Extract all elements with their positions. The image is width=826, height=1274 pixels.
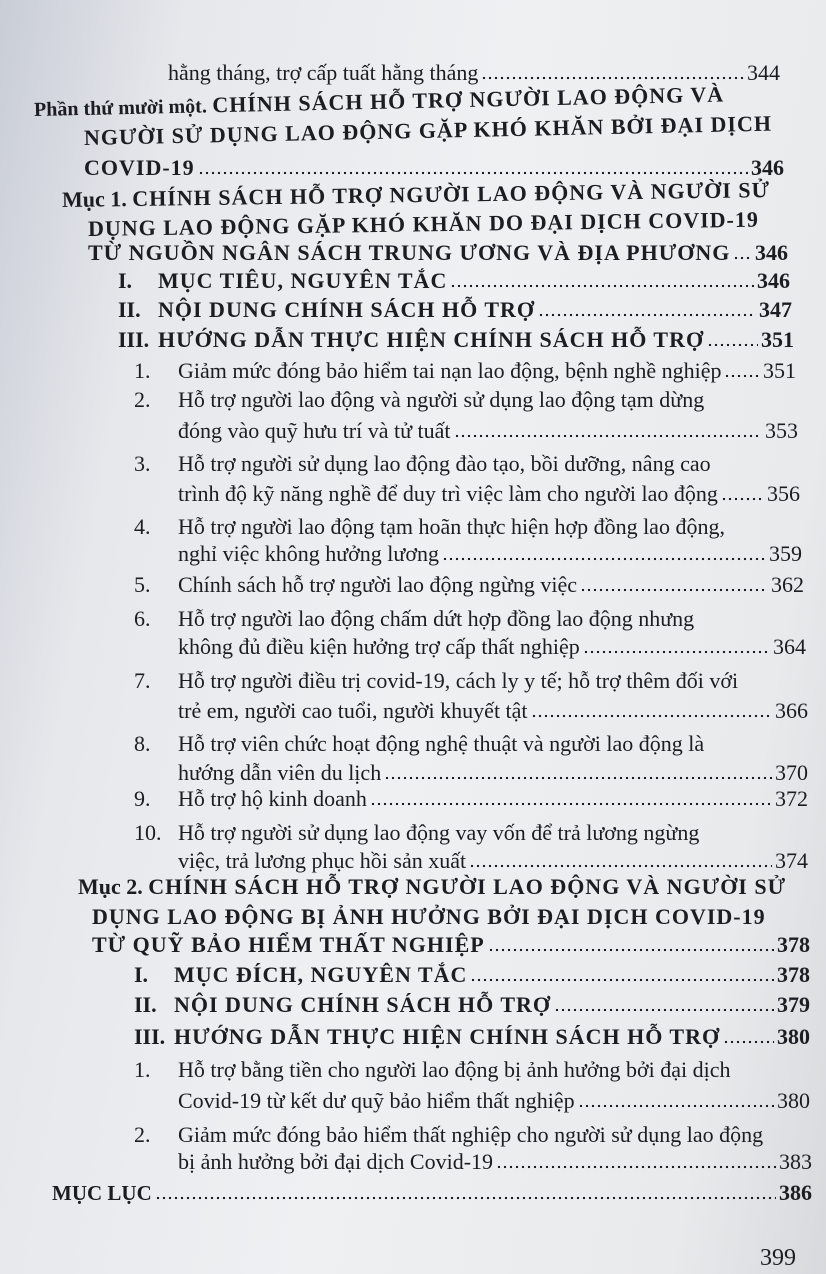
muc2-heading-line1 <box>78 874 786 900</box>
dot-leader <box>578 1104 774 1108</box>
section-title: HƯỚNG DẪN THỰC HIỆN CHÍNH SÁCH HỖ TRỢ <box>174 1024 721 1049</box>
muc2-item-1-line2 <box>178 1088 810 1114</box>
muc1-title-line3-entry <box>88 240 788 266</box>
item-text-cont: trẻ em, người cao tuổi, người khuyết tật <box>178 698 528 723</box>
dot-leader <box>724 374 760 378</box>
item-page: 356 <box>767 481 800 506</box>
dot-leader <box>707 343 758 347</box>
item-text-cont: việc, trả lương phục hồi sản xuất <box>178 848 467 873</box>
item-page: 374 <box>775 848 808 873</box>
item-text-cont: hướng dẫn viên du lịch <box>178 760 382 785</box>
muc1-item-4-line1 <box>134 514 725 540</box>
muc1-item-4-line2 <box>178 541 802 567</box>
item-num: 2. <box>134 1122 151 1147</box>
item-text: Hỗ trợ người lao động tạm hoãn thực hiện hợp đồng lao động, <box>178 514 725 539</box>
mucluc-page: 386 <box>779 1180 812 1205</box>
dot-leader <box>470 978 774 982</box>
muc1-item-3-line2 <box>178 481 800 507</box>
muc1-item-10-line2 <box>178 842 808 874</box>
muc2-item-2-line2 <box>178 1149 812 1175</box>
section-num: II. <box>134 992 157 1017</box>
muc1-item-2-line2 <box>178 418 798 444</box>
section-title: HƯỚNG DẪN THỰC HIỆN CHÍNH SÁCH HỖ TRỢ <box>158 327 705 352</box>
muc2-title-line3: TỪ QUỸ BẢO HIỂM THẤT NGHIỆP <box>92 932 485 957</box>
muc2-item-1-line1 <box>134 1057 730 1083</box>
item-num: 6. <box>134 606 151 631</box>
dot-leader <box>370 802 772 806</box>
muc1-section-1 <box>118 268 790 294</box>
dot-leader <box>723 1040 774 1044</box>
muc2-page: 378 <box>777 932 810 957</box>
dot-leader <box>442 557 766 561</box>
muc1-item-1 <box>134 358 796 384</box>
section-page: 346 <box>757 268 790 293</box>
item-text: Hỗ trợ người lao động và người sử dụng lao động tạm dừng <box>178 387 705 412</box>
section-num: III. <box>118 327 150 352</box>
muc1-item-6-line2 <box>178 634 806 660</box>
item-text: Hỗ trợ hộ kinh doanh <box>178 786 367 811</box>
dot-leader <box>496 1165 776 1169</box>
part-title-line3-entry <box>84 155 784 181</box>
item-text-cont: đóng vào quỹ hưu trí và tử tuất <box>178 418 451 443</box>
dot-leader <box>583 650 770 654</box>
muc1-title-line3: TỪ NGUỒN NGÂN SÁCH TRUNG ƯƠNG VÀ ĐỊA PHƯƠNG <box>88 240 731 265</box>
muc1-label: Mục 1. <box>61 186 127 212</box>
muc2-section-1 <box>134 962 810 988</box>
section-num: I. <box>118 268 133 293</box>
muc1-item-8-line2 <box>178 752 808 786</box>
dot-leader <box>155 1196 776 1200</box>
item-page: 353 <box>765 418 798 443</box>
section-title: NỘI DUNG CHÍNH SÁCH HỖ TRỢ <box>158 297 536 322</box>
muc2-item-2-line1 <box>134 1122 763 1148</box>
section-page: 347 <box>759 297 792 322</box>
item-text: Hỗ trợ người điều trị covid-19, cách ly y tế; hỗ trợ thêm đối với <box>178 668 739 693</box>
section-page: 379 <box>777 992 810 1017</box>
dot-leader <box>488 948 774 952</box>
muc1-item-7-line2 <box>178 686 808 724</box>
section-page: 351 <box>761 327 794 352</box>
muc2-section-3 <box>134 1024 810 1050</box>
dot-leader <box>454 434 762 438</box>
muc2-title-line1: CHÍNH SÁCH HỖ TRỢ NGƯỜI LAO ĐỘNG VÀ NGƯỜI SỬ <box>148 874 787 899</box>
part-title-line2: NGƯỜI SỬ DỤNG LAO ĐỘNG GẶP KHÓ KHĂN BỞI ĐẠI DỊCH <box>83 110 773 150</box>
section-page: 380 <box>777 1024 810 1049</box>
dot-leader <box>198 171 748 175</box>
section-num: III. <box>134 1024 166 1049</box>
item-text: Hỗ trợ người sử dụng lao động đào tạo, bồi dưỡng, nâng cao <box>178 451 711 476</box>
entry-text: hằng tháng, trợ cấp tuất hằng tháng <box>168 60 479 85</box>
item-text-cont: bị ảnh hưởng bởi đại dịch Covid-19 <box>178 1149 494 1174</box>
dot-leader <box>538 313 756 317</box>
muc1-title-line1: CHÍNH SÁCH HỖ TRỢ NGƯỜI LAO ĐỘNG VÀ NGƯỜI SỬ <box>132 177 771 212</box>
dot-leader <box>481 76 744 80</box>
item-page: 359 <box>769 541 802 566</box>
dot-leader <box>580 588 768 592</box>
part-title-line3: COVID-19 <box>84 155 195 180</box>
item-text: Hỗ trợ viên chức hoạt động nghệ thuật và người lao động là <box>178 731 705 756</box>
dot-leader <box>384 776 772 780</box>
item-num: 9. <box>134 786 151 811</box>
item-text-cont: không đủ điều kiện hưởng trợ cấp thất nghiệp <box>178 634 580 659</box>
item-num: 5. <box>134 572 151 597</box>
muc1-item-9 <box>134 786 808 812</box>
section-num: II. <box>118 297 141 322</box>
section-title: MỤC ĐÍCH, NGUYÊN TẮC <box>174 962 468 987</box>
item-page: 366 <box>775 698 808 723</box>
item-text-cont: Covid-19 từ kết dư quỹ bảo hiểm thất nghiệp <box>178 1088 575 1113</box>
part-page: 346 <box>751 155 784 180</box>
muc2-title-line2: DỤNG LAO ĐỘNG BỊ ẢNH HƯỞNG BỞI ĐẠI DỊCH COVID-19 <box>92 904 766 929</box>
item-text: Hỗ trợ bằng tiền cho người lao động bị ảnh hưởng bởi đại dịch <box>178 1057 731 1082</box>
muc1-section-2 <box>118 297 792 323</box>
dot-leader <box>554 1008 774 1012</box>
muc2-title-line3-entry <box>92 932 810 958</box>
dot-leader <box>721 497 764 501</box>
item-text: Hỗ trợ người lao động chấm dứt hợp đồng lao động nhưng <box>178 606 695 631</box>
muc2-label: Mục 2. <box>78 874 143 899</box>
item-num: 3. <box>134 451 151 476</box>
section-num: I. <box>134 962 149 987</box>
dot-leader <box>531 714 772 718</box>
dot-leader <box>733 256 752 260</box>
item-text: Giảm mức đóng bảo hiểm tai nạn lao động, bệnh nghề nghiệp <box>178 358 722 383</box>
toc-entry-mucluc <box>52 1180 812 1206</box>
muc1-item-6-line1 <box>134 606 694 632</box>
section-title: NỘI DUNG CHÍNH SÁCH HỖ TRỢ <box>174 992 552 1017</box>
dot-leader <box>450 284 754 288</box>
item-text: Chính sách hỗ trợ người lao động ngừng việc <box>178 572 578 597</box>
section-page: 378 <box>777 962 810 987</box>
item-num: 10. <box>134 820 162 845</box>
item-page: 370 <box>775 760 808 785</box>
item-page: 383 <box>779 1149 812 1174</box>
muc1-title-line2: DỤNG LAO ĐỘNG GẶP KHÓ KHĂN DO ĐẠI DỊCH COVID-19 <box>87 206 760 241</box>
item-text-cont: nghỉ việc không hưởng lương <box>178 541 439 566</box>
item-num: 4. <box>134 514 151 539</box>
item-text: Hỗ trợ người sử dụng lao động vay vốn để trả lương ngừng <box>178 820 700 845</box>
item-num: 2. <box>134 387 151 412</box>
item-page: 372 <box>775 786 808 811</box>
muc1-section-3 <box>118 327 794 353</box>
item-num: 8. <box>134 731 151 756</box>
item-num: 1. <box>134 358 151 383</box>
item-text: Giảm mức đóng bảo hiểm thất nghiệp cho người sử dụng lao động <box>178 1122 764 1147</box>
entry-page: 344 <box>747 60 780 85</box>
item-num: 1. <box>134 1057 151 1082</box>
page-number: 399 <box>760 1245 796 1271</box>
muc1-page: 346 <box>755 240 788 265</box>
dot-leader <box>469 864 772 868</box>
part-title-line1: CHÍNH SÁCH HỖ TRỢ NGƯỜI LAO ĐỘNG VÀ <box>212 81 725 118</box>
muc2-section-2 <box>134 992 810 1018</box>
item-text-cont: trình độ kỹ năng nghề để duy trì việc làm cho người lao động <box>178 481 718 506</box>
muc1-item-5 <box>134 572 804 598</box>
item-page: 380 <box>777 1088 810 1113</box>
mucluc-title: MỤC LỤC <box>52 1181 152 1205</box>
muc1-item-2-line1 <box>134 387 704 413</box>
item-page: 362 <box>771 572 804 597</box>
section-title: MỤC TIÊU, NGUYÊN TẮC <box>158 268 448 293</box>
muc1-item-3-line1 <box>134 451 711 477</box>
part-label: Phần thứ mười một. <box>33 95 208 121</box>
item-page: 364 <box>773 634 806 659</box>
item-num: 7. <box>134 668 151 693</box>
item-page: 351 <box>763 358 796 383</box>
